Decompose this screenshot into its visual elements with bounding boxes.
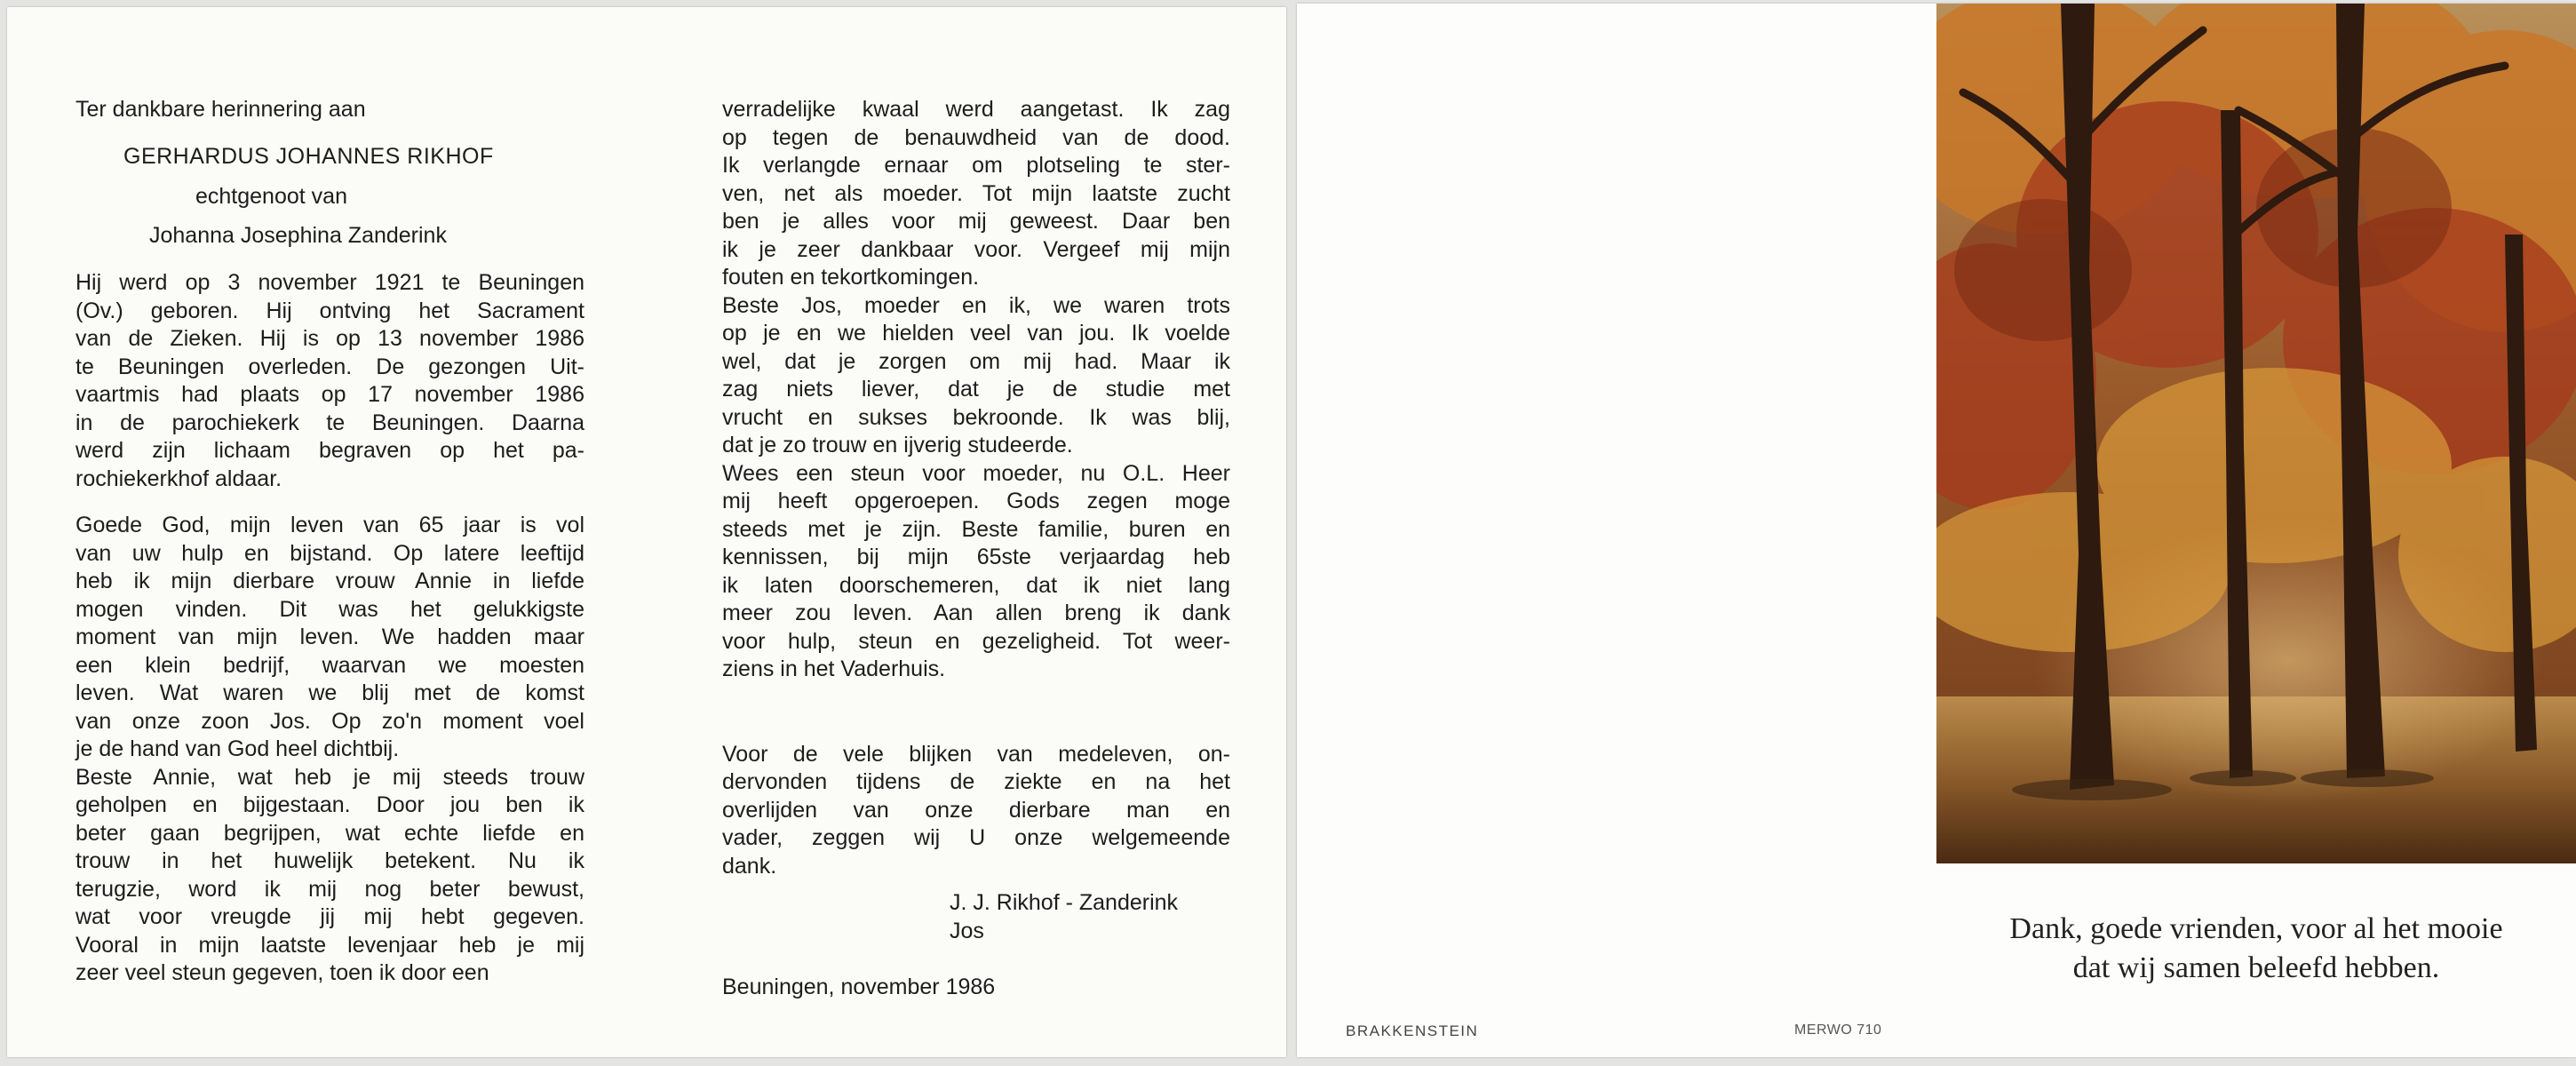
text-line: overlijden van onze dierbare man en xyxy=(722,797,1230,823)
text-line: wat voor vreugde jij mij hebt gegeven. xyxy=(76,904,584,929)
text-column-right xyxy=(722,96,1230,999)
text-line: Ik verlangde ernaar om plotseling te ster- xyxy=(722,153,1230,178)
spouse-name: Johanna Josephina Zanderink xyxy=(149,222,447,248)
text-line: van onze zoon Jos. Op zo'n moment voel xyxy=(76,708,584,734)
text-line: Beste Annie, wat heb je mij steeds trouw xyxy=(76,764,584,790)
text-line: Voor de vele blijken van medeleven, on- xyxy=(722,741,1230,767)
text-line: ik laten doorschemeren, dat ik niet lang xyxy=(722,572,1230,598)
text-line: (Ov.) geboren. Hij ontving het Sacrament xyxy=(76,298,584,323)
caption-line: dat wij samen beleefd hebben. xyxy=(2072,951,2440,984)
text-line: wel, dat je zorgen om mij had. Maar ik xyxy=(722,348,1230,374)
text-line: vaartmis had plaats op 17 november 1986 xyxy=(76,382,584,407)
text-line: op tegen de benauwdheid van de dood. xyxy=(722,124,1230,150)
text-line: van uw hulp en bijstand. Op latere leeftijd xyxy=(76,540,584,566)
text-line: ven, net als moeder. Tot mijn laatste zucht xyxy=(722,180,1230,206)
place-date: Beuningen, november 1986 xyxy=(722,975,996,999)
text-line: te Beuningen overleden. De gezongen Uit- xyxy=(76,354,584,379)
printer-name: BRAKKENSTEIN xyxy=(1346,1022,1479,1039)
text-line: terugzie, word ik mij nog beter bewust, xyxy=(76,876,584,902)
text-line: ziens in het Vaderhuis. xyxy=(722,656,946,681)
text-line: vader, zeggen wij U onze welgemeende xyxy=(722,825,1230,850)
autumn-forest-photo xyxy=(1936,4,2576,863)
text-line: ik je zeer dankbaar voor. Vergeef mij mijn xyxy=(722,236,1230,262)
text-line: steeds met je zijn. Beste familie, buren en xyxy=(722,516,1230,542)
text-line: fouten en tekortkomingen. xyxy=(722,265,980,290)
signature-son: Jos xyxy=(950,918,984,943)
text-line: meer zou leven. Aan allen breng ik dank xyxy=(722,601,1230,625)
deceased-name: GERHARDUS JOHANNES RIKHOF xyxy=(123,143,494,169)
text-line: zeer veel steun gegeven, toen ik door een xyxy=(76,960,489,985)
text-line: dank. xyxy=(722,853,777,879)
text-line: Hij werd op 3 november 1921 te Beuningen xyxy=(76,270,584,295)
text-line: een klein bedrijf, waarvan we moesten xyxy=(76,652,584,678)
text-line: dervonden tijdens de ziekte en na het xyxy=(722,769,1230,794)
thank-you-caption xyxy=(1936,910,2576,988)
caption-line: Dank, goede vrienden, voor al het mooie xyxy=(2009,912,2503,945)
text-line: mij heeft opgeroepen. Gods zegen moge xyxy=(722,489,1230,513)
text-line: verradelijke kwaal werd aangetast. Ik zag xyxy=(722,97,1230,122)
text-line: rochiekerkhof aldaar. xyxy=(76,465,282,491)
text-column-left xyxy=(76,96,584,988)
card-inner-left xyxy=(7,7,1286,1057)
text-line: zag niets liever, dat je de studie met xyxy=(722,377,1230,402)
text-line: op je en we hielden veel van jou. Ik voelde xyxy=(722,321,1230,346)
text-line: Vooral in mijn laatste levenjaar heb je mij xyxy=(76,932,584,958)
text-line: werd zijn lichaam begraven op het pa- xyxy=(76,438,584,463)
text-line: ben je alles voor mij geweest. Daar ben xyxy=(722,209,1230,234)
text-line: kennissen, bij mijn 65ste verjaardag heb xyxy=(722,545,1230,569)
text-line: leven. Wat waren we blij met de komst xyxy=(76,680,584,705)
thanks-text xyxy=(722,741,1230,881)
text-line: geholpen en bijgestaan. Door jou ben ik xyxy=(76,792,584,817)
text-line: van de Zieken. Hij is op 13 november 1986 xyxy=(76,326,584,351)
text-line: Goede God, mijn leven van 65 jaar is vol xyxy=(76,513,584,537)
text-line: moment van mijn leven. We hadden maar xyxy=(76,624,584,649)
card-inner-right xyxy=(1297,4,2576,1057)
intro-text: Ter dankbare herinnering aan xyxy=(76,97,366,122)
memorial-text-left xyxy=(76,269,584,988)
text-line: je de hand van God heel dichtbij. xyxy=(76,736,400,761)
text-line: in de parochiekerk te Beuningen. Daarna xyxy=(76,410,584,435)
text-line: Beste Jos, moeder en ik, we waren trots xyxy=(722,292,1230,318)
text-line: mogen vinden. Dit was het gelukkigste xyxy=(76,596,584,622)
text-line: Wees een steun voor moeder, nu O.L. Heer xyxy=(722,460,1230,486)
spouse-label: echtgenoot van xyxy=(195,184,347,209)
text-line: trouw in het huwelijk betekent. Nu ik xyxy=(76,848,584,873)
text-line: vrucht en sukses bekroonde. Ik was blij, xyxy=(722,404,1230,430)
memorial-text-right xyxy=(722,96,1230,684)
text-line: voor hulp, steun en gezeligheid. Tot weer- xyxy=(722,628,1230,654)
signature-names: J. J. Rikhof - Zanderink xyxy=(950,890,1179,915)
card-code: MERWO 710 xyxy=(1794,1022,1882,1038)
text-line: beter gaan begrijpen, wat echte liefde en xyxy=(76,820,584,846)
text-line: dat je zo trouw en ijverig studeerde. xyxy=(722,433,1073,457)
text-line: heb ik mijn dierbare vrouw Annie in liefde xyxy=(76,569,584,593)
